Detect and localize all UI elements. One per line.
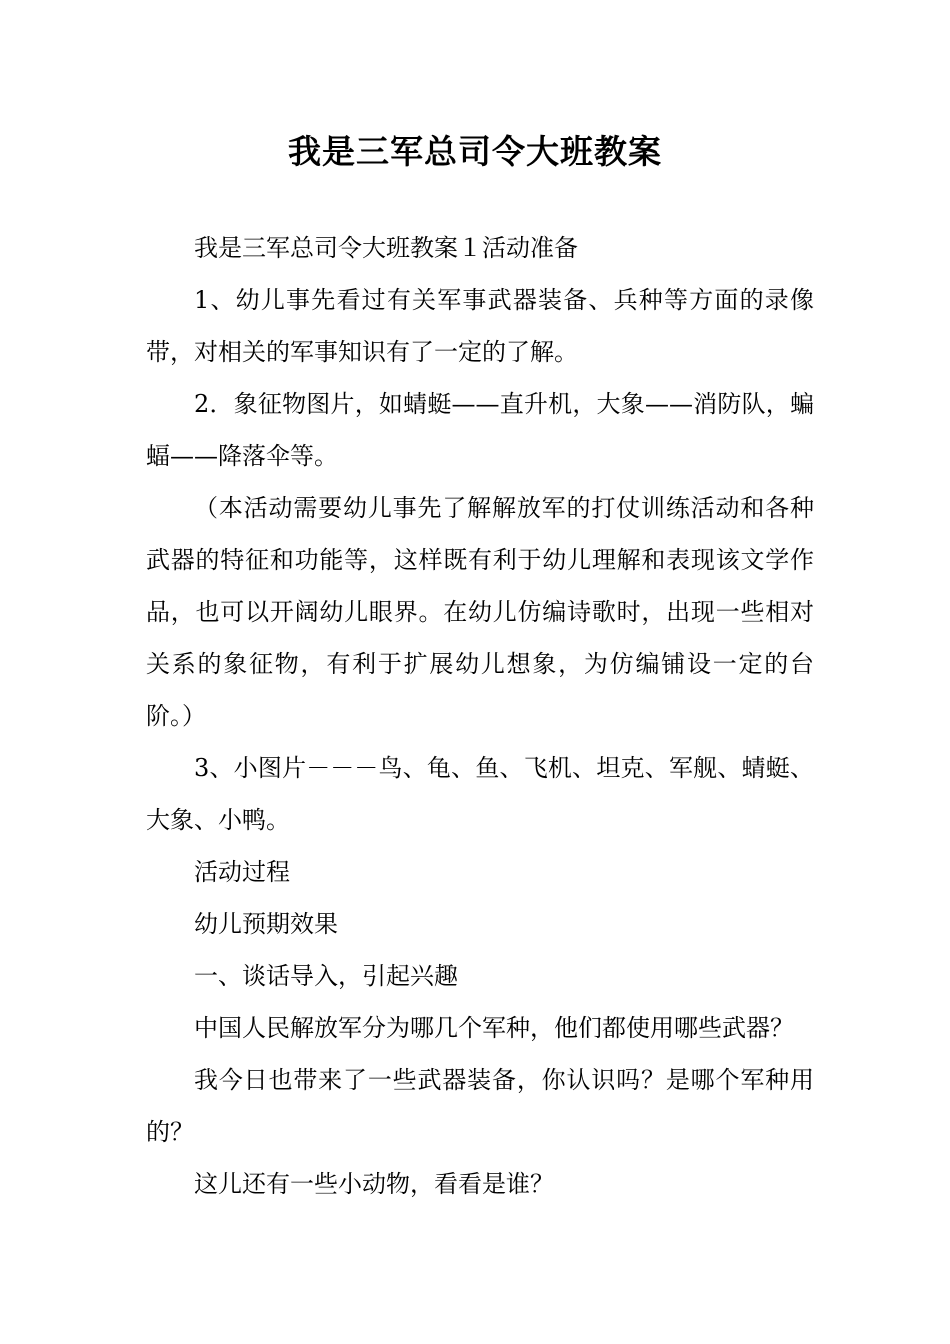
paragraph-activity-process: 活动过程 <box>194 858 290 886</box>
document-title: 我是三军总司令大班教案 <box>288 132 662 171</box>
paragraph-question-1: 中国人民解放军分为哪几个军种，他们都使用哪些武器？ <box>194 1014 794 1042</box>
paragraph-item-3: 3、小图片－－－鸟、龟、鱼、飞机、坦克、军舰、蜻蜓、大象、小鸭。 <box>146 754 814 834</box>
paragraph-question-3: 这儿还有一些小动物，看看是谁？ <box>194 1170 554 1198</box>
paragraph-expected-effect: 幼儿预期效果 <box>194 910 338 938</box>
paragraph-item-2: 2．象征物图片，如蜻蜓——直升机，大象——消防队，蝙蝠——降落伞等。 <box>146 390 814 470</box>
paragraph-question-2: 我今日也带来了一些武器装备，你认识吗？是哪个军种用的？ <box>146 1066 814 1146</box>
paragraph-activity-preparation: 我是三军总司令大班教案１活动准备 <box>194 234 578 262</box>
paragraph-section-1-heading: 一、谈话导入，引起兴趣 <box>194 962 458 990</box>
document-body <box>146 222 814 1210</box>
paragraph-note: （本活动需要幼儿事先了解解放军的打仗训练活动和各种武器的特征和功能等，这样既有利于幼儿理解和表现该文学作品，也可以开阔幼儿眼界。在幼儿仿编诗歌时，出现一些相对关系的象征物，有利于扩展幼儿想象，为仿编铺设一定的台阶。） <box>146 494 814 730</box>
paragraph-item-1: 1、幼儿事先看过有关军事武器装备、兵种等方面的录像带，对相关的军事知识有了一定的了解。 <box>146 286 814 366</box>
